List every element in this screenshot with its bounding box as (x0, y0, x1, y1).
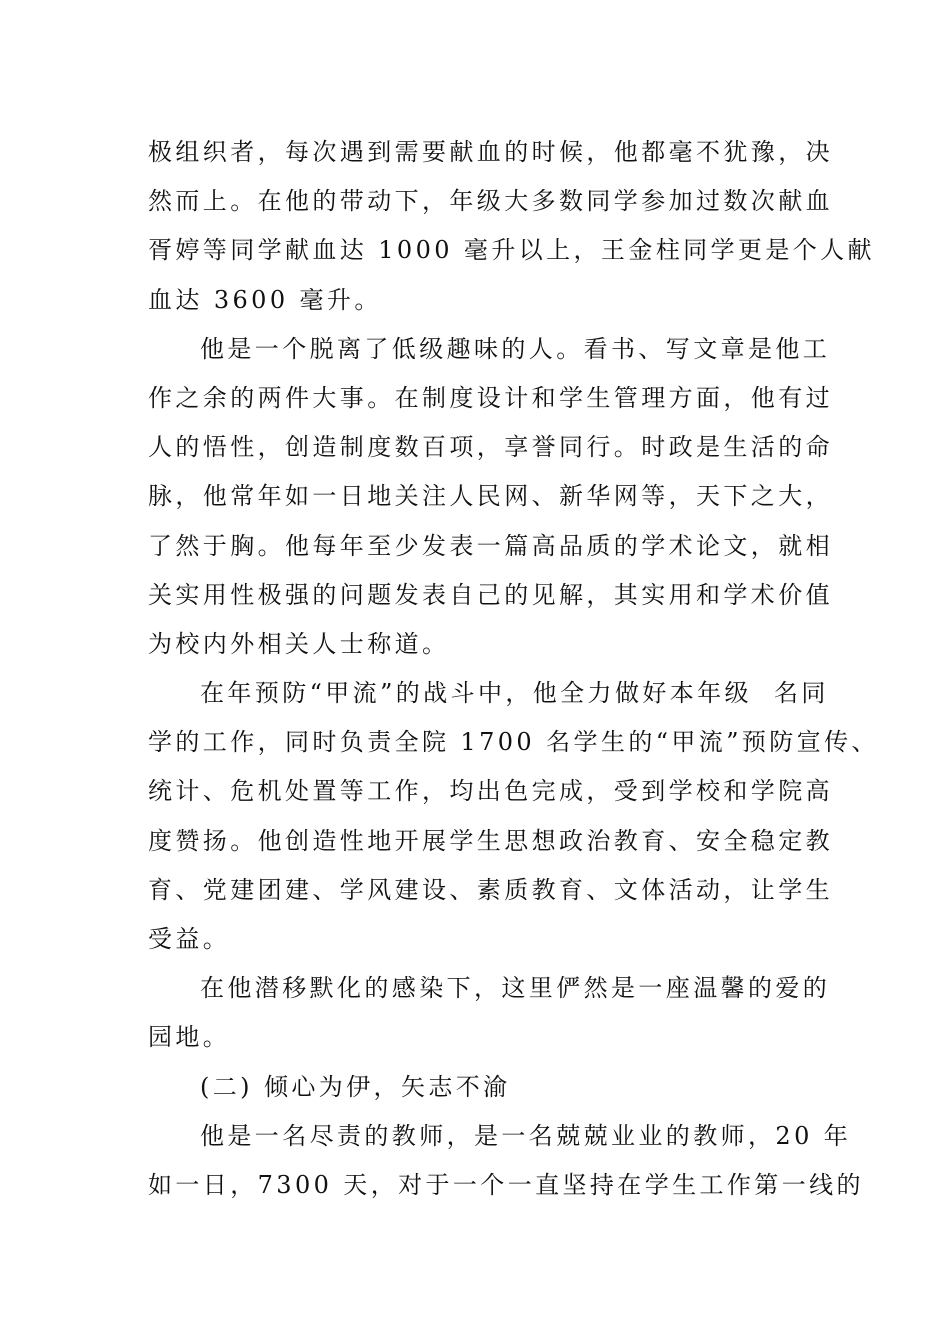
paragraph-start-line: 在年预防“甲流”的战斗中，他全力做好本年级 名同 (200, 679, 829, 708)
text-line: 关实用性极强的问题发表自己的见解，其实用和学术价值 (148, 580, 833, 609)
text-line: 园地。 (148, 1023, 231, 1052)
text-line: 脉，他常年如一日地关注人民网、新华网等，天下之大， (148, 482, 833, 511)
text-line: 了然于胸。他每年至少发表一篇高品质的学术论文，就相 (148, 531, 833, 560)
text-line: 度赞扬。他创造性地开展学生思想政治教育、安全稳定教 (148, 826, 833, 855)
text-line: 育、党建团建、学风建设、素质教育、文体活动，让学生 (148, 875, 833, 904)
body-text (148, 128, 879, 1210)
paragraph-start-line: 他是一个脱离了低级趣味的人。看书、写文章是他工 (200, 334, 831, 363)
section-heading: (二) 倾心为伊，矢志不渝 (200, 1072, 511, 1101)
paragraph-start-line: 他是一名尽责的教师，是一名兢兢业业的教师，20 年 (200, 1121, 852, 1150)
text-line: 胥婷等同学献血达 1000 毫升以上，王金柱同学更是个人献 (148, 236, 875, 265)
text-line: 极组织者，每次遇到需要献血的时候，他都毫不犹豫，决 (148, 138, 833, 166)
text-line: 人的悟性，创造制度数百项，享誉同行。时政是生活的命 (148, 433, 833, 462)
paragraph-start-line: 在他潜移默化的感染下，这里俨然是一座温馨的爱的 (200, 974, 831, 1003)
text-line: 学的工作，同时负责全院 1700 名学生的“甲流”预防宣传、 (148, 728, 879, 757)
text-line: 为校内外相关人士称道。 (148, 629, 450, 658)
text-line: 作之余的两件大事。在制度设计和学生管理方面，他有过 (148, 383, 833, 412)
text-line: 受益。 (148, 925, 231, 953)
text-line: 统计、危机处置等工作，均出色完成，受到学校和学院高 (148, 777, 833, 806)
text-line: 然而上。在他的带动下，年级大多数同学参加过数次献血 (148, 187, 833, 216)
text-line: 如一日，7300 天，对于一个一直坚持在学生工作第一线的 (148, 1170, 864, 1199)
text-line: 血达 3600 毫升。 (148, 285, 382, 314)
